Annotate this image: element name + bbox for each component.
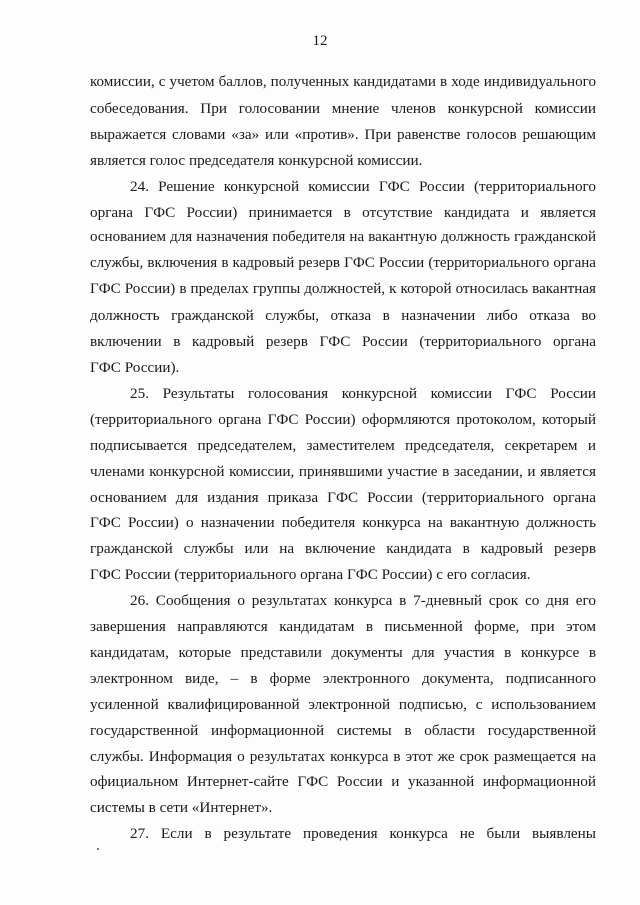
text-line: ГФС России) о назначении победителя конкурса на вакантную должность bbox=[90, 514, 596, 532]
paragraph-item-25 bbox=[90, 381, 596, 588]
text-line: ГФС России (территориального органа ГФС России) с его согласия. bbox=[90, 566, 531, 584]
text-line: подписывается председателем, заместителем председателя, секретарем и bbox=[90, 436, 596, 454]
text-line: кандидатам, которые представили документы для участия в конкурсе в bbox=[90, 643, 596, 661]
text-line: усиленной квалифицированной электронной подписью, с использованием bbox=[90, 695, 596, 713]
text-line: ГФС России). bbox=[90, 358, 180, 376]
text-line: включении в кадровый резерв ГФС России (территориального органа bbox=[90, 333, 596, 351]
paragraph-item-27 bbox=[90, 821, 596, 847]
text-line: 25. Результаты голосования конкурсной комиссии ГФС России bbox=[130, 384, 596, 402]
text-line: основанием для издания приказа ГФС России (территориального органа bbox=[90, 488, 596, 506]
text-line: органа ГФС России) принимается в отсутствие кандидата и является bbox=[90, 203, 596, 221]
text-line: завершения направляются кандидатам в письменной форме, при этом bbox=[90, 618, 596, 636]
text-line: членами конкурсной комиссии, принявшими участие в заседании, и является bbox=[90, 462, 596, 480]
paragraph-continuation bbox=[90, 70, 596, 174]
text-line: ГФС России) в пределах группы должностей, к которой относилась вакантная bbox=[90, 281, 596, 298]
text-line: системы в сети «Интернет». bbox=[90, 799, 273, 817]
paragraph-item-26 bbox=[90, 588, 596, 821]
text-line: службы, включения в кадровый резерв ГФС России (территориального органа bbox=[90, 255, 596, 272]
text-line: 26. Сообщения о результатах конкурса в 7-дневный срок со дня его bbox=[130, 592, 596, 610]
text-line: комиссии, с учетом баллов, полученных кандидатами в ходе индивидуального bbox=[90, 74, 596, 90]
text-line: (территориального органа ГФС России) оформляются протоколом, который bbox=[90, 410, 596, 428]
text-line: собеседования. При голосовании мнение членов конкурсной комиссии bbox=[90, 99, 596, 117]
text-line: электронном виде, – в форме электронного документа, подписанного bbox=[90, 669, 596, 687]
text-line: должность гражданской службы, отказа в назначении либо отказа во bbox=[90, 307, 596, 325]
text-line: является голос председателя конкурсной комиссии. bbox=[90, 151, 423, 169]
text-line: государственной информационной системы в области государственной bbox=[90, 721, 596, 739]
text-line: 24. Решение конкурсной комиссии ГФС России (территориального bbox=[130, 177, 596, 195]
page-number: 12 bbox=[312, 33, 328, 49]
text-line: службы. Информация о результатах конкурса в этот же срок размещается на bbox=[90, 747, 596, 765]
paragraph-item-24 bbox=[90, 174, 596, 381]
text-line: 27. Если в результате проведения конкурса не были выявлены bbox=[130, 825, 596, 843]
document-body bbox=[90, 70, 596, 847]
scan-speck bbox=[97, 848, 99, 850]
text-line: выражается словами «за» или «против». При равенстве голосов решающим bbox=[90, 125, 596, 143]
text-line: гражданской службы или на включение кандидата в кадровый резерв bbox=[90, 540, 596, 558]
text-line: официальном Интернет-сайте ГФС России и указанной информационной bbox=[90, 773, 596, 791]
text-line: основанием для назначения победителя на вакантную должность гражданской bbox=[90, 229, 596, 246]
